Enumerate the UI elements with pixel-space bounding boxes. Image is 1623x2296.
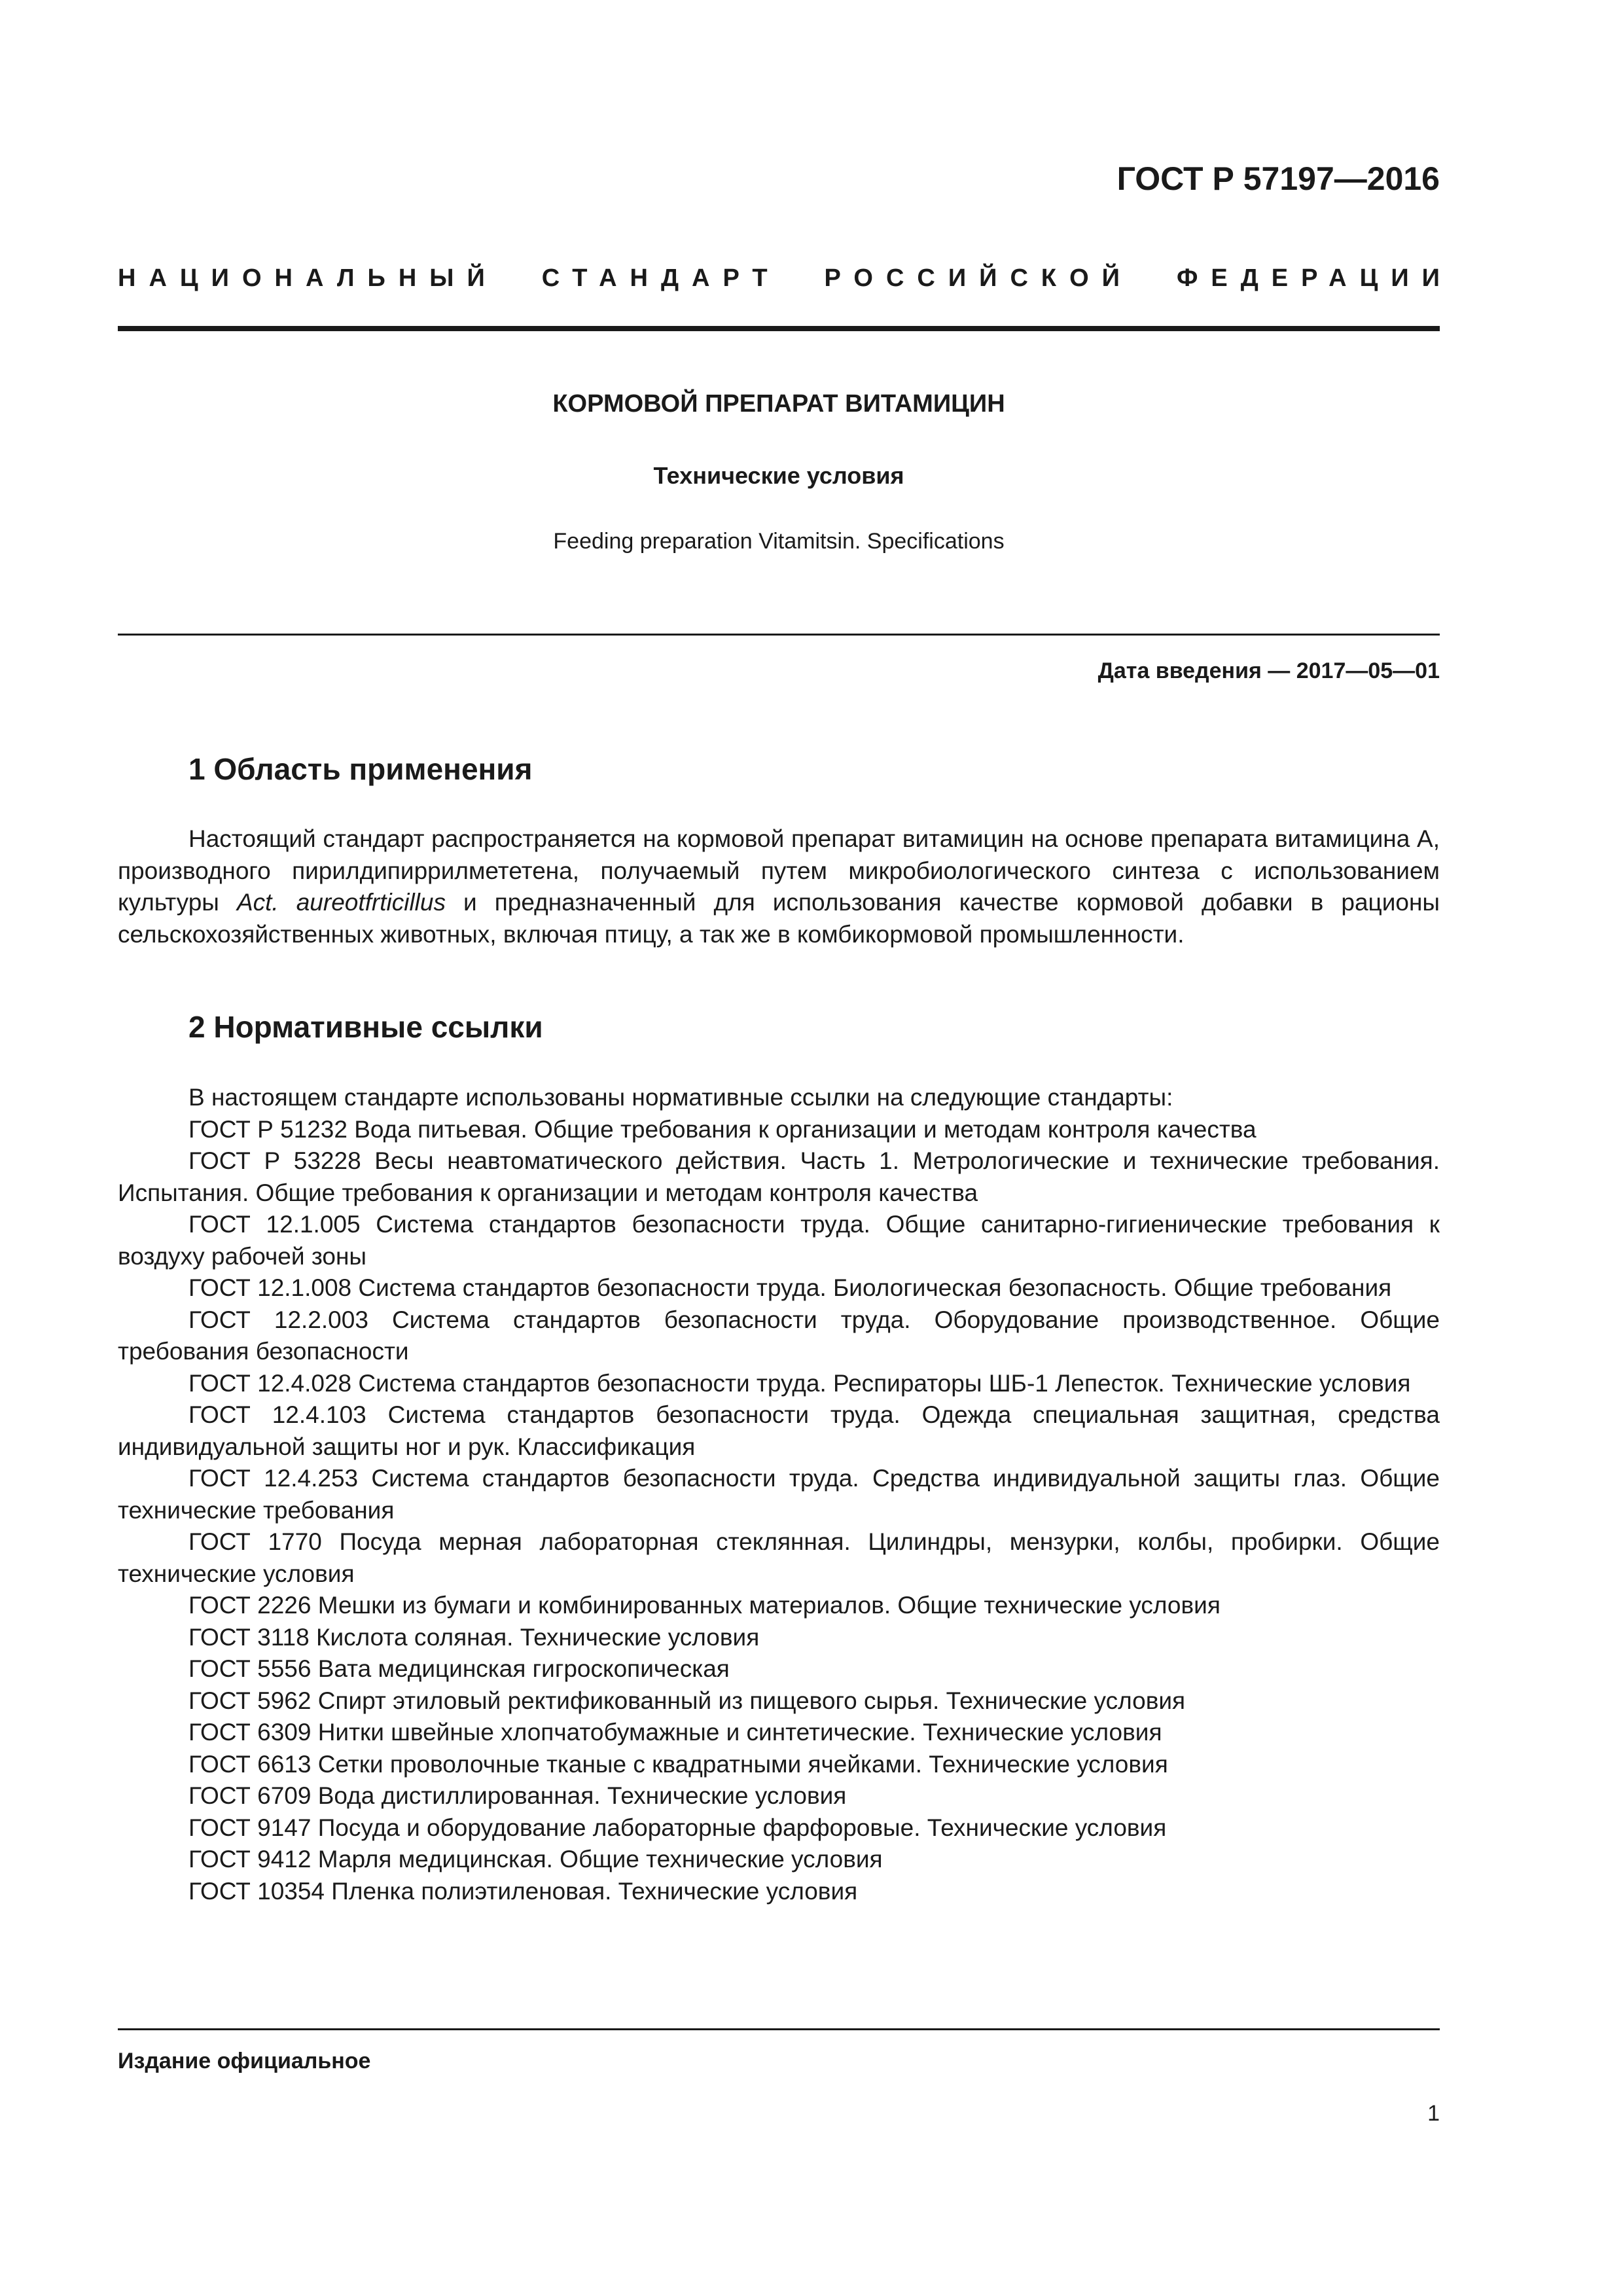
scope-paragraph	[118, 823, 1440, 950]
official-edition-label: Издание официальное	[118, 2049, 371, 2073]
banner-word: НАЦИОНАЛЬНЫЙ	[118, 264, 498, 292]
list-item: ГОСТ 12.1.005 Система стандартов безопасности труда. Общие санитарно-гигиенические требования к воздуху рабочей зоны	[118, 1211, 1440, 1270]
references-intro: В настоящем стандарте использованы нормативные ссылки на следующие стандарты:	[188, 1084, 1173, 1111]
section-heading-scope: 1 Область применения	[188, 752, 533, 786]
scope-text-part: и предназначенный для использования качестве кормовой добавки в рационы сельскохозяйственных животных, включая птицу, а так же в комбикормовой промышленности.	[118, 889, 1440, 948]
scope-text-part: Настоящий стандарт распространяется на кормовой препарат витамицин на основе препарата витамицина А, производного пирилдипиррилмететена, получаемый путем микробиологического синтеза с использованием культуры	[118, 825, 1440, 916]
list-item: ГОСТ 6709 Вода дистиллированная. Технические условия	[188, 1782, 847, 1809]
list-item: ГОСТ 12.2.003 Система стандартов безопасности труда. Оборудование производственное. Общие требования безопасности	[118, 1306, 1440, 1365]
document-number: ГОСТ Р 57197—2016	[1116, 160, 1440, 197]
section-heading-references: 2 Нормативные ссылки	[188, 1010, 543, 1044]
list-item: ГОСТ 3118 Кислота соляная. Технические условия	[188, 1623, 760, 1651]
banner-word: СТАНДАРТ	[541, 264, 781, 292]
list-item: ГОСТ Р 51232 Вода питьевая. Общие требования к организации и методам контроля качества	[188, 1115, 1257, 1143]
header-divider	[118, 326, 1440, 331]
banner-word: ФЕДЕРАЦИИ	[1176, 264, 1453, 292]
document-page	[118, 0, 1453, 2296]
list-item: ГОСТ Р 53228 Весы неавтоматического действия. Часть 1. Метрологические и технические требования. Испытания. Общие требования к организации и методам контроля качества	[118, 1147, 1440, 1206]
scope-text-italic: Act. aureotfrticillus	[236, 889, 446, 916]
list-item: ГОСТ 12.1.008 Система стандартов безопасности труда. Биологическая безопасность. Общие требования	[188, 1274, 1392, 1301]
document-title: КОРМОВОЙ ПРЕПАРАТ ВИТАМИЦИН	[552, 390, 1005, 418]
list-item: ГОСТ 2226 Мешки из бумаги и комбинированных материалов. Общие технические условия	[188, 1592, 1221, 1619]
list-item: ГОСТ 6309 Нитки швейные хлопчатобумажные и синтетические. Технические условия	[188, 1719, 1162, 1746]
references-list	[118, 1082, 1440, 1907]
banner-word: РОССИЙСКОЙ	[824, 264, 1133, 292]
list-item: ГОСТ 1770 Посуда мерная лабораторная стеклянная. Цилиндры, мензурки, колбы, пробирки. Общие технические условия	[118, 1528, 1440, 1587]
english-title: Feeding preparation Vitamitsin. Specifications	[553, 529, 1005, 554]
list-item: ГОСТ 10354 Пленка полиэтиленовая. Технические условия	[188, 1877, 858, 1905]
introduction-date: Дата введения — 2017—05—01	[1097, 658, 1440, 683]
list-item: ГОСТ 12.4.103 Система стандартов безопасности труда. Одежда специальная защитная, средства индивидуальной защиты ног и рук. Классификация	[118, 1401, 1440, 1460]
list-item: ГОСТ 5962 Спирт этиловый ректификованный из пищевого сырья. Технические условия	[188, 1687, 1186, 1714]
footer-divider	[118, 2028, 1440, 2030]
document-subtitle: Технические условия	[653, 462, 904, 489]
page-number: 1	[1427, 2101, 1440, 2126]
title-divider	[118, 634, 1440, 636]
national-standard-banner	[118, 264, 1453, 293]
list-item: ГОСТ 9147 Посуда и оборудование лабораторные фарфоровые. Технические условия	[188, 1814, 1167, 1841]
list-item: ГОСТ 6613 Сетки проволочные тканые с квадратными ячейками. Технические условия	[188, 1750, 1168, 1778]
list-item: ГОСТ 5556 Вата медицинская гигроскопическая	[188, 1655, 730, 1682]
list-item: ГОСТ 9412 Марля медицинская. Общие технические условия	[188, 1846, 883, 1873]
list-item: ГОСТ 12.4.028 Система стандартов безопасности труда. Респираторы ШБ-1 Лепесток. Технические условия	[188, 1369, 1411, 1397]
list-item: ГОСТ 12.4.253 Система стандартов безопасности труда. Средства индивидуальной защиты глаз. Общие технические требования	[118, 1465, 1440, 1524]
